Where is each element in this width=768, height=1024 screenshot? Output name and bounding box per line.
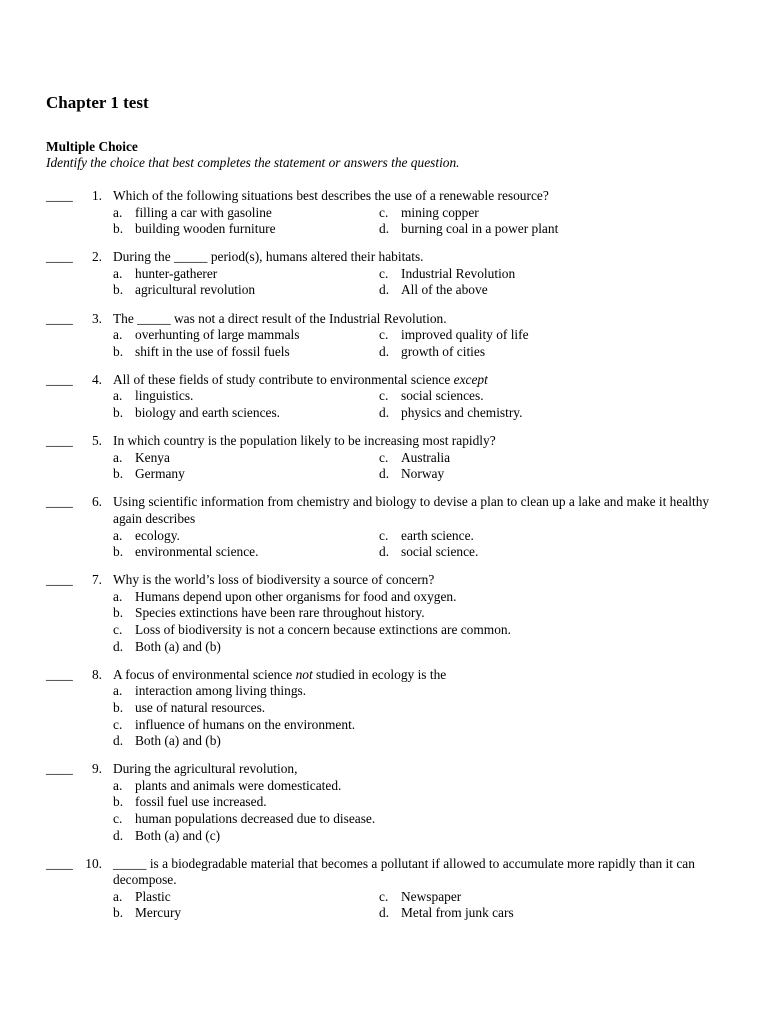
answer-blank[interactable]: ____ — [46, 310, 73, 326]
question-item — [46, 311, 736, 361]
question-item — [46, 761, 736, 844]
choice-text: hunter-gatherer — [135, 265, 218, 281]
question-list — [46, 188, 736, 934]
question-stem — [113, 572, 736, 589]
stem-text: In which country is the population likely to be increasing most rapidly? — [113, 433, 496, 449]
choice-letter: a. — [113, 204, 123, 220]
stem-text: A focus of environmental science — [113, 666, 296, 682]
choice-text: agricultural revolution — [135, 282, 256, 298]
choice-text: mining copper — [401, 204, 479, 220]
question-item — [46, 572, 736, 655]
answer-choice[interactable] — [379, 905, 645, 922]
choice-row — [113, 266, 736, 283]
choice-letter: c. — [379, 888, 389, 904]
choice-row — [113, 889, 736, 906]
question-stem — [113, 667, 736, 684]
stem-text: The _____ was not a direct result of the Industrial Revolution. — [113, 310, 447, 326]
choice-text: physics and chemistry. — [401, 405, 523, 421]
question-item — [46, 856, 736, 922]
choice-letter: b. — [113, 794, 124, 810]
choice-letter: b. — [113, 905, 124, 921]
choice-letter: c. — [379, 265, 389, 281]
choice-text: Metal from junk cars — [401, 905, 514, 921]
question-number: 8. — [91, 666, 102, 682]
choice-row — [113, 544, 736, 561]
choice-text: overhunting of large mammals — [135, 327, 300, 343]
choice-letter: c. — [113, 811, 123, 826]
choice-text: Humans depend upon other organisms for food and oxygen. — [135, 588, 457, 604]
choice-letter: b. — [113, 466, 124, 482]
choice-row — [113, 344, 736, 361]
choice-text: social sciences. — [401, 388, 484, 404]
question-number: 3. — [91, 310, 102, 326]
question-stem — [113, 372, 736, 389]
choice-text: Both (a) and (b) — [135, 638, 221, 654]
choice-text: Newspaper — [401, 888, 462, 904]
answer-choice[interactable] — [379, 205, 645, 222]
choice-letter: d. — [379, 405, 390, 421]
choice-text: Loss of biodiversity is not a concern because extinctions are common. — [135, 622, 511, 638]
instructions: Identify the choice that best completes the statement or answers the question. — [46, 155, 460, 170]
answer-blank[interactable]: ____ — [46, 572, 73, 588]
answer-choice[interactable] — [379, 221, 645, 238]
choice-text: Germany — [135, 466, 185, 482]
choice-text: influence of humans on the environment. — [135, 716, 356, 732]
answer-choice[interactable] — [113, 589, 736, 606]
stem-text: Why is the world’s loss of biodiversity a source of concern? — [113, 572, 435, 588]
choice-letter: b. — [113, 282, 124, 298]
choice-text: Plastic — [135, 888, 171, 904]
choice-letter: b. — [113, 405, 124, 421]
choice-text: earth science. — [401, 527, 474, 543]
choice-letter: d. — [113, 638, 124, 654]
choice-text: building wooden furniture — [135, 221, 276, 237]
stem-text: During the agricultural revolution, — [113, 761, 298, 777]
choice-letter: d. — [113, 827, 124, 843]
choice-text: filling a car with gasoline — [135, 204, 272, 220]
answer-choices — [113, 778, 736, 844]
choice-letter: a. — [113, 327, 123, 343]
choice-text: Australia — [401, 449, 451, 465]
choice-row — [113, 388, 736, 405]
answer-choices — [113, 589, 736, 655]
answer-choices — [113, 205, 736, 238]
choice-text: shift in the use of fossil fuels — [135, 343, 290, 359]
choice-text: Both (a) and (b) — [135, 733, 221, 749]
choice-letter: b. — [113, 343, 124, 359]
answer-choice[interactable] — [379, 266, 645, 283]
stem-text: except — [453, 371, 488, 387]
choice-text: Industrial Revolution — [401, 265, 516, 281]
choice-text: Norway — [401, 466, 445, 482]
choice-text: plants and animals were domesticated. — [135, 777, 342, 793]
answer-choice[interactable] — [379, 544, 645, 561]
choice-row — [113, 327, 736, 344]
choice-row — [113, 221, 736, 238]
answer-choice[interactable] — [113, 405, 379, 422]
answer-blank[interactable]: ____ — [46, 494, 73, 510]
page-title: Chapter 1 test — [46, 93, 149, 112]
answer-choices — [113, 450, 736, 483]
answer-choice[interactable] — [113, 450, 379, 467]
question-stem — [113, 494, 736, 527]
stem-text: During the _____ period(s), humans altered their habitats. — [113, 249, 424, 265]
answer-choice[interactable] — [113, 266, 379, 283]
choice-letter: c. — [379, 327, 389, 343]
answer-choice[interactable] — [113, 905, 379, 922]
choice-letter: a. — [113, 888, 123, 904]
stem-text: Which of the following situations best describes the use of a renewable resource? — [113, 188, 549, 203]
choice-letter: d. — [379, 544, 390, 560]
choice-letter: d. — [379, 343, 390, 359]
answer-choices — [113, 683, 736, 749]
section-heading: Multiple Choice — [46, 139, 138, 154]
answer-choice[interactable] — [113, 622, 736, 639]
question-number: 4. — [91, 371, 102, 387]
stem-text: Using scientific information from chemistry and biology to devise a plan to clean up a lake and make it healthy again describes — [113, 494, 710, 526]
choice-letter: b. — [113, 221, 124, 237]
question-stem — [113, 311, 736, 328]
answer-choice[interactable] — [113, 528, 379, 545]
answer-choices — [113, 388, 736, 421]
choice-row — [113, 205, 736, 222]
answer-choice[interactable] — [379, 528, 645, 545]
answer-choices — [113, 528, 736, 561]
choice-letter: a. — [113, 449, 123, 465]
choice-text: interaction among living things. — [135, 683, 307, 699]
question-number: 9. — [91, 761, 102, 777]
choice-text: All of the above — [401, 282, 488, 298]
choice-letter: b. — [113, 699, 124, 715]
answer-choice[interactable] — [113, 639, 736, 656]
answer-choice[interactable] — [379, 889, 645, 906]
question-stem — [113, 433, 736, 450]
answer-choices — [113, 327, 736, 360]
question-stem — [113, 761, 736, 778]
choice-text: environmental science. — [135, 544, 259, 560]
question-item — [46, 249, 736, 299]
choice-letter: b. — [113, 605, 124, 621]
choice-letter: b. — [113, 544, 124, 560]
answer-choice[interactable] — [113, 811, 736, 828]
answer-choice[interactable] — [113, 733, 736, 750]
choice-text: Both (a) and (c) — [135, 827, 221, 843]
answer-blank[interactable]: ____ — [46, 433, 73, 449]
choice-text: Kenya — [135, 449, 170, 465]
answer-blank[interactable]: ____ — [46, 249, 73, 265]
answer-blank[interactable]: ____ — [46, 761, 73, 777]
choice-text: use of natural resources. — [135, 699, 266, 715]
choice-text: ecology. — [135, 527, 180, 543]
choice-letter: d. — [379, 282, 390, 298]
question-stem — [113, 856, 736, 889]
question-item — [46, 667, 736, 750]
answer-choice[interactable] — [113, 466, 379, 483]
answer-choice[interactable] — [113, 544, 379, 561]
choice-letter: c. — [379, 388, 389, 404]
answer-choice[interactable] — [113, 700, 736, 717]
answer-choice[interactable] — [379, 282, 645, 299]
question-number: 1. — [91, 188, 102, 203]
question-number: 2. — [91, 249, 102, 265]
question-number: 5. — [91, 433, 102, 449]
answer-choice[interactable] — [113, 828, 736, 845]
choice-letter: d. — [379, 466, 390, 482]
choice-letter: c. — [379, 449, 389, 465]
choice-letter: d. — [113, 733, 124, 749]
choice-text: human populations decreased due to disease. — [135, 811, 376, 826]
choice-row — [113, 450, 736, 467]
question-item — [46, 188, 736, 238]
choice-row — [113, 528, 736, 545]
answer-choice[interactable] — [379, 450, 645, 467]
stem-text: _____ is a biodegradable material that becomes a pollutant if allowed to accumulate more rapidly than it can decompose. — [113, 855, 695, 888]
answer-choice[interactable] — [113, 778, 736, 795]
answer-choice[interactable] — [113, 327, 379, 344]
choice-row — [113, 466, 736, 483]
stem-text: not — [295, 666, 313, 682]
answer-choice[interactable] — [113, 388, 379, 405]
answer-choice[interactable] — [379, 466, 645, 483]
choice-text: growth of cities — [401, 343, 486, 359]
choice-text: Species extinctions have been rare throughout history. — [135, 605, 425, 621]
answer-choice[interactable] — [113, 605, 736, 622]
answer-choice[interactable] — [113, 221, 379, 238]
answer-choice[interactable] — [379, 405, 645, 422]
question-stem — [113, 249, 736, 266]
answer-choices — [113, 266, 736, 299]
answer-choice[interactable] — [113, 344, 379, 361]
choice-letter: a. — [113, 777, 123, 793]
choice-text: improved quality of life — [401, 327, 529, 343]
question-item — [46, 494, 736, 560]
choice-row — [113, 282, 736, 299]
stem-text: studied in ecology is the — [312, 666, 447, 682]
choice-letter: a. — [113, 588, 123, 604]
choice-letter: a. — [113, 265, 123, 281]
question-item — [46, 433, 736, 483]
choice-letter: d. — [379, 905, 390, 921]
question-stem — [113, 188, 736, 205]
choice-text: burning coal in a power plant — [401, 221, 559, 237]
choice-text: linguistics. — [135, 388, 194, 404]
answer-blank[interactable]: ____ — [46, 855, 73, 871]
answer-choice[interactable] — [379, 327, 645, 344]
answer-blank[interactable]: ____ — [46, 188, 73, 203]
answer-choice[interactable] — [379, 388, 645, 405]
choice-letter: a. — [113, 527, 123, 543]
answer-choices — [113, 889, 736, 922]
choice-row — [113, 905, 736, 922]
answer-blank[interactable]: ____ — [46, 371, 73, 387]
choice-letter: c. — [379, 204, 389, 220]
answer-choice[interactable] — [113, 282, 379, 299]
question-number: 10. — [85, 855, 102, 871]
question-item — [46, 372, 736, 422]
choice-letter: d. — [379, 221, 390, 237]
answer-choice[interactable] — [113, 889, 379, 906]
choice-text: fossil fuel use increased. — [135, 794, 267, 810]
choice-text: social science. — [401, 544, 479, 560]
choice-letter: c. — [379, 527, 389, 543]
choice-letter: a. — [113, 388, 123, 404]
answer-choice[interactable] — [379, 344, 645, 361]
choice-row — [113, 405, 736, 422]
answer-choice[interactable] — [113, 683, 736, 700]
stem-text: All of these fields of study contribute to environmental science — [113, 371, 454, 387]
answer-choice[interactable] — [113, 717, 736, 734]
choice-letter: c. — [113, 622, 123, 638]
choice-text: biology and earth sciences. — [135, 405, 281, 421]
choice-text: Mercury — [135, 905, 182, 921]
answer-blank[interactable]: ____ — [46, 666, 73, 682]
answer-choice[interactable] — [113, 794, 736, 811]
question-number: 6. — [91, 494, 102, 510]
answer-choice[interactable] — [113, 205, 379, 222]
choice-letter: c. — [113, 716, 123, 732]
question-number: 7. — [91, 572, 102, 588]
choice-letter: a. — [113, 683, 123, 699]
